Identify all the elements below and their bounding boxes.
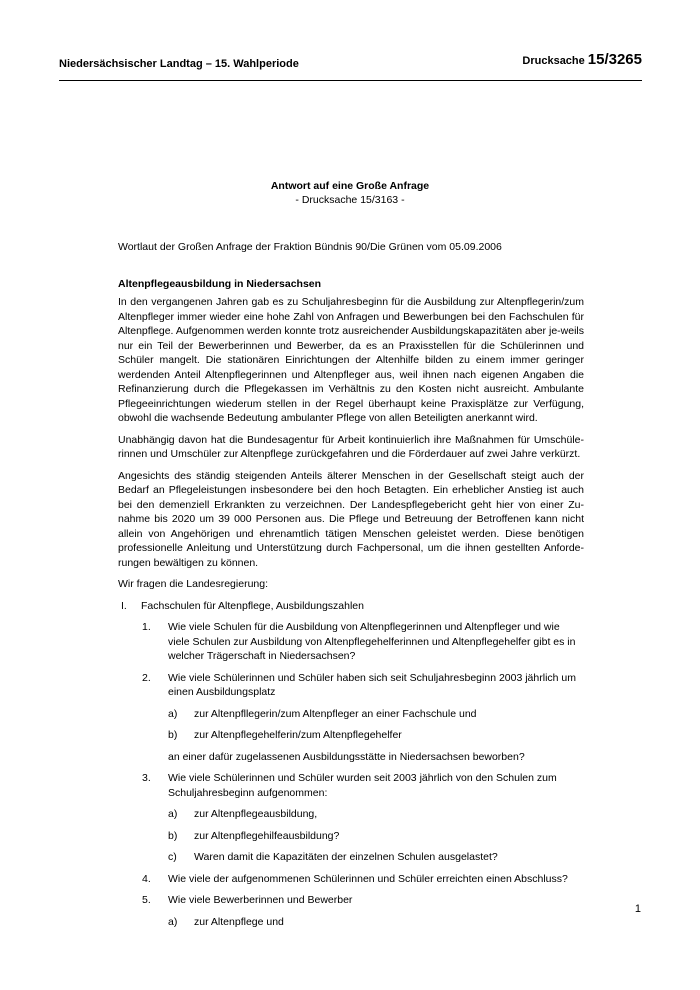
list-text: zur Altenpflegeausbildung, bbox=[194, 808, 318, 820]
list-number: 4. bbox=[142, 872, 151, 885]
document-number-label: Drucksache bbox=[522, 55, 585, 67]
document-subtitle: - Drucksache 15/3163 - bbox=[295, 194, 405, 206]
section-i bbox=[118, 599, 584, 614]
question-4 bbox=[118, 872, 584, 887]
list-text: Wie viele Schülerinnen und Schüler haben sich seit Schuljahresbeginn 2003 jährlich um einen Ausbildungsplatz bbox=[168, 671, 576, 698]
list-number: a) bbox=[168, 808, 178, 820]
list-number: 5. bbox=[142, 894, 151, 906]
question-intro: Wir fragen die Landesregierung: bbox=[118, 578, 269, 590]
list-number: 2. bbox=[142, 671, 151, 684]
document-body bbox=[118, 240, 584, 936]
page-number: 1 bbox=[634, 903, 641, 915]
list-number: b) bbox=[168, 729, 178, 741]
list-text: Wie viele Schülerinnen und Schüler wurden seit 2003 jährlich von den Schulen zum Schuljahresbeginn aufgenommen: bbox=[168, 772, 557, 799]
list-text: Waren damit die Kapazitäten der einzelnen Schulen ausgelastet? bbox=[194, 851, 498, 863]
list-text: zur Altenpfllegerin/zum Altenpfleger an einer Fachschule und bbox=[194, 707, 477, 720]
list-text: Fachschulen für Altenpflege, Ausbildungszahlen bbox=[141, 599, 364, 612]
paragraph: Unabhängig davon hat die Bundesagentur für Arbeit kontinuierlich ihre Maßnahmen für Umschüle-rinnen und Umschüler zur Altenpflege zurückgefahren und die Förderdauer auf zwei Jahre verkürzt. bbox=[118, 433, 584, 460]
intro-line: Wortlaut der Großen Anfrage der Fraktion Bündnis 90/Die Grünen vom 05.09.2006 bbox=[118, 241, 502, 253]
section-heading: Altenpflegeausbildung in Niedersachsen bbox=[118, 277, 322, 290]
list-number: 3. bbox=[142, 772, 151, 784]
question-2 bbox=[118, 671, 584, 700]
list-number: a) bbox=[168, 707, 178, 720]
question-2b bbox=[118, 728, 584, 743]
parliament-label: Niedersächsischer Landtag – 15. Wahlperiode bbox=[59, 58, 299, 70]
list-text: Wie viele der aufgenommenen Schülerinnen und Schüler erreichten einen Abschluss? bbox=[168, 872, 568, 885]
document-title: Antwort auf eine Große Anfrage bbox=[270, 180, 430, 192]
paragraph: In den vergangenen Jahren gab es zu Schuljahresbeginn für die Ausbildung zur Altenpflegerin/zum Altenpfleger immer wieder eine hohe Zahl von Anfragen und Bewerbungen bei den Fachschulen für Altenpflege. Aufgenommen werden konnte trotz ausreichender Ausbildungskapazitäten aber je-weils nur ein Teil der Bewerberinnen und Bewerber, da es an Praxisstellen für die Schülerinnen und Schüler mangelt. Die stationären Einrichtungen der Altenhilfe bilden zu einem immer geringer werdenden Anteil Altenpflegerinnen und Altenpfleger aus, weil ihnen nach eigenen Angaben die Refinanzierung durch die Pflegekassen im Verhältnis zu den Kosten nicht ausreicht. Ambulante Pflegeeinrichtungen wiederum stellen in der Regel überhaupt keine Praxisplätze zur Verfügung, obwohl die wachsende Bedeutung ambulanter Pflege von allen Beteiligten anerkannt wird. bbox=[118, 296, 584, 424]
list-number: I. bbox=[121, 599, 127, 612]
list-number: a) bbox=[168, 915, 178, 928]
question-2-tail: an einer dafür zugelassenen Ausbildungsstätte in Niedersachsen beworben? bbox=[168, 750, 525, 763]
list-number: c) bbox=[168, 851, 177, 863]
document-header bbox=[59, 50, 642, 81]
question-3b bbox=[118, 829, 584, 844]
question-5a bbox=[118, 915, 584, 930]
list-number: b) bbox=[168, 829, 178, 842]
list-text: zur Altenpflegehelferin/zum Altenpflegehelfer bbox=[194, 729, 402, 741]
document-number-value: 15/3265 bbox=[587, 51, 642, 68]
list-number: 1. bbox=[142, 621, 151, 633]
document-number bbox=[522, 51, 642, 69]
question-1 bbox=[118, 620, 584, 664]
list-text: Wie viele Bewerberinnen und Bewerber bbox=[168, 894, 353, 906]
list-text: Wie viele Schulen für die Ausbildung von Altenpflegerinnen und Altenpfleger und wie viele Schulen zur Ausbildung von Altenpflegehelferinnen und Altenpflegehelfer gibt es in welcher Trägerschaft in Niedersachsen? bbox=[168, 621, 576, 662]
title-block bbox=[118, 179, 582, 207]
question-5 bbox=[118, 893, 584, 908]
question-3c bbox=[118, 850, 584, 865]
question-3 bbox=[118, 771, 584, 800]
paragraph: Angesichts des ständig steigenden Anteils älterer Menschen in der Gesellschaft steigt auch der Bedarf an Pflegeleistungen insbesondere bei den hoch Betagten. Ein erheblicher Anstieg ist auch bei den demenziell Erkrankten zu verzeichnen. Der Landespflegebericht geht hier von einer Zu-nahme bis 2020 um 39 000 Personen aus. Die Pflege und Betreuung der Betroffenen kann nicht allein von Angehörigen und ehrenamtlich tätigen Menschen geleistet werden. Diese benötigen professionelle Anleitung und Unterstützung durch Fachpersonal, um die ihnen gestellten Anforde-rungen bewältigen zu können. bbox=[118, 469, 584, 569]
question-2a bbox=[118, 707, 584, 722]
question-3a bbox=[118, 807, 584, 822]
list-text: zur Altenpflege und bbox=[194, 915, 284, 928]
list-text: zur Altenpflegehilfeausbildung? bbox=[194, 829, 340, 842]
